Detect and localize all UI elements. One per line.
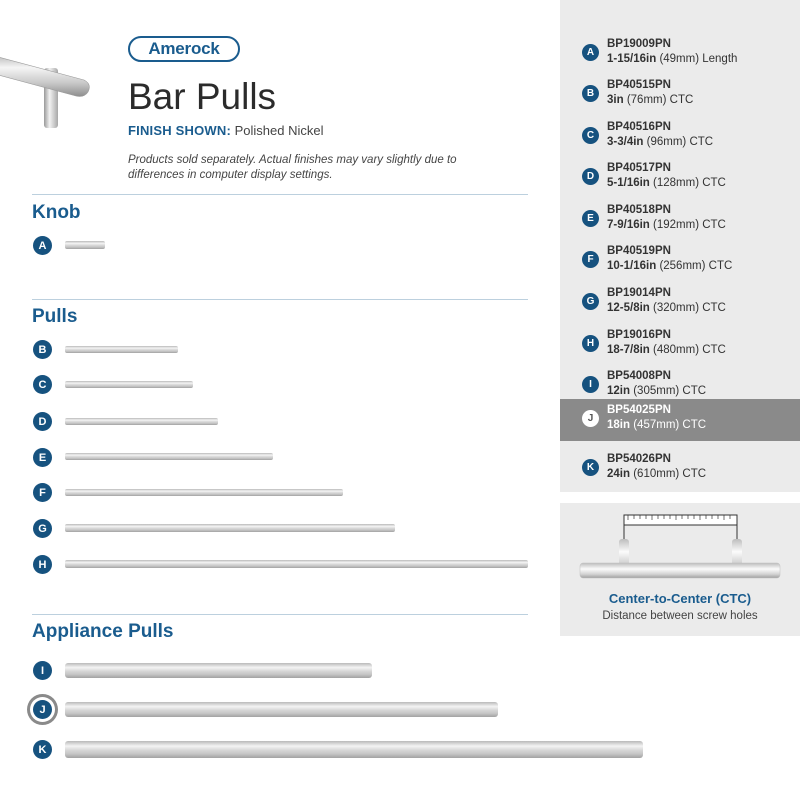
sku-item-e[interactable] (560, 199, 800, 241)
row-badge-b[interactable]: B (33, 340, 52, 359)
row-badge-h[interactable]: H (33, 555, 52, 574)
section-divider (32, 614, 528, 615)
sku-item-k[interactable] (560, 448, 800, 490)
row-badge-i[interactable]: I (33, 661, 52, 680)
bar-image-h[interactable] (65, 560, 528, 568)
sku-badge: G (582, 293, 599, 310)
sku-code: BP40515PN (607, 79, 671, 91)
finish-label: FINISH SHOWN: (128, 123, 231, 138)
brand-name: Amerock (148, 39, 220, 58)
ctc-diagram-icon (560, 503, 800, 588)
section-divider (32, 194, 528, 195)
sku-code: BP54025PN (607, 404, 671, 416)
finish-value: Polished Nickel (234, 123, 324, 138)
sku-size: 10-1/16in (256mm) CTC (607, 260, 733, 272)
bar-image-k[interactable] (65, 741, 643, 758)
sku-badge: K (582, 459, 599, 476)
sku-code: BP19014PN (607, 287, 671, 299)
sku-badge: J (582, 410, 599, 427)
section-divider (32, 299, 528, 300)
sku-size: 7-9/16in (192mm) CTC (607, 219, 726, 231)
sku-item-g[interactable] (560, 282, 800, 324)
bar-image-j[interactable] (65, 702, 498, 717)
sku-item-d[interactable] (560, 157, 800, 199)
sku-size: 18-7/8in (480mm) CTC (607, 344, 726, 356)
bar-image-d[interactable] (65, 418, 218, 425)
sku-item-h[interactable] (560, 324, 800, 366)
row-badge-g[interactable]: G (33, 519, 52, 538)
sku-size: 3-3/4in (96mm) CTC (607, 136, 714, 148)
bar-image-e[interactable] (65, 453, 273, 460)
row-badge-j[interactable]: J (33, 700, 52, 719)
bar-image-i[interactable] (65, 663, 372, 678)
hero-bar-pull-image (0, 40, 100, 130)
sku-size: 3in (76mm) CTC (607, 94, 694, 106)
sku-size: 12in (305mm) CTC (607, 385, 707, 397)
sku-badge: H (582, 335, 599, 352)
row-badge-f[interactable]: F (33, 483, 52, 502)
page-title: Bar Pulls (128, 76, 277, 117)
sku-size: 5-1/16in (128mm) CTC (607, 177, 726, 189)
sku-code: BP54026PN (607, 453, 671, 465)
sku-badge: D (582, 168, 599, 185)
row-badge-k[interactable]: K (33, 740, 52, 759)
ctc-subtitle: Distance between screw holes (602, 610, 758, 622)
ctc-explainer-box (560, 503, 800, 636)
sku-item-j[interactable] (560, 399, 800, 441)
amerock-logo (128, 36, 240, 62)
sku-size: 1-15/16in (49mm) Length (607, 53, 738, 65)
row-badge-e[interactable]: E (33, 448, 52, 467)
sku-badge: I (582, 376, 599, 393)
bar-image-a[interactable] (65, 241, 105, 249)
sku-badge: F (582, 251, 599, 268)
bar-image-f[interactable] (65, 489, 343, 496)
row-badge-c[interactable]: C (33, 375, 52, 394)
sku-badge: B (582, 85, 599, 102)
section-title-knob: Knob (32, 202, 81, 223)
bar-image-b[interactable] (65, 346, 178, 353)
sku-item-a[interactable] (560, 33, 800, 75)
section-title-appliance-pulls: Appliance Pulls (32, 621, 174, 642)
sku-badge: E (582, 210, 599, 227)
sku-code: BP40516PN (607, 121, 671, 133)
sku-code: BP19016PN (607, 329, 671, 341)
row-badge-a[interactable]: A (33, 236, 52, 255)
sku-item-b[interactable] (560, 74, 800, 116)
sku-item-f[interactable] (560, 240, 800, 282)
sku-badge: A (582, 44, 599, 61)
sku-code: BP40519PN (607, 245, 671, 257)
ctc-title: Center-to-Center (CTC) (608, 591, 752, 606)
bar-image-g[interactable] (65, 524, 395, 532)
sku-item-c[interactable] (560, 116, 800, 158)
sku-size: 18in (457mm) CTC (607, 419, 707, 431)
sku-code: BP54008PN (607, 370, 671, 382)
row-badge-d[interactable]: D (33, 412, 52, 431)
disclaimer-text: Products sold separately. Actual finishes may vary slightly due to differences in computer display settings. (128, 154, 457, 181)
sku-code: BP19009PN (607, 38, 671, 50)
section-title-pulls: Pulls (32, 306, 78, 327)
sku-badge: C (582, 127, 599, 144)
sku-code: BP40517PN (607, 162, 671, 174)
sku-size: 24in (610mm) CTC (607, 468, 707, 480)
sku-size: 12-5/8in (320mm) CTC (607, 302, 726, 314)
finish-shown (128, 123, 323, 138)
bar-image-c[interactable] (65, 381, 193, 388)
sku-code: BP40518PN (607, 204, 671, 216)
